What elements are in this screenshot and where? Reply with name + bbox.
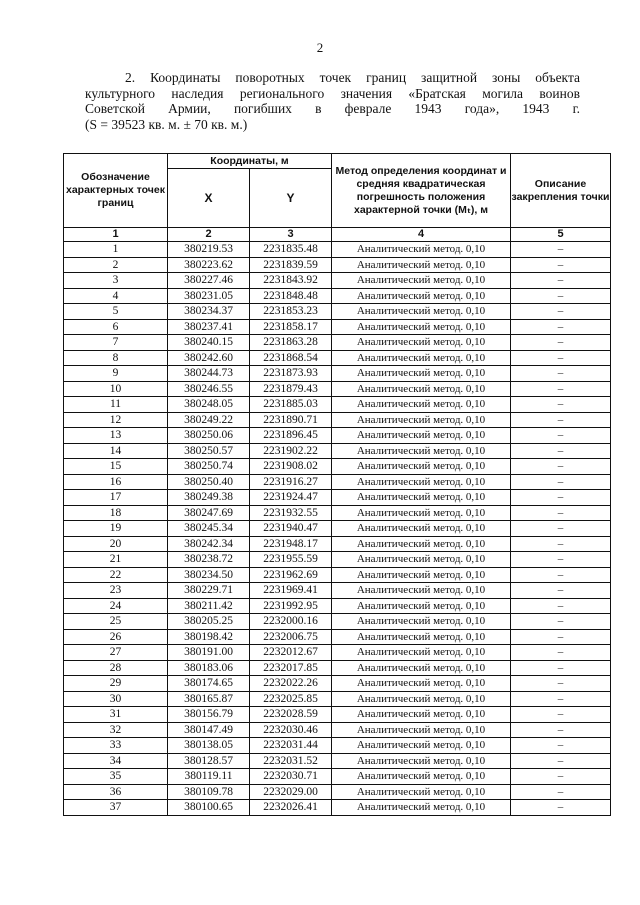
- method-cell: Аналитический метод. 0,10: [332, 443, 511, 459]
- description-cell: –: [511, 319, 611, 335]
- y-coordinate-cell: 2231932.55: [250, 505, 332, 521]
- header-designation: Обозначение характерных точек границ: [64, 154, 168, 228]
- point-number-cell: 30: [64, 691, 168, 707]
- y-coordinate-cell: 2231924.47: [250, 490, 332, 506]
- heading-line: 2. Координаты поворотных точек границ защитной зоны объекта: [125, 70, 580, 85]
- description-cell: –: [511, 428, 611, 444]
- y-coordinate-cell: 2231843.92: [250, 273, 332, 289]
- description-cell: –: [511, 505, 611, 521]
- description-cell: –: [511, 614, 611, 630]
- x-coordinate-cell: 380238.72: [168, 552, 250, 568]
- column-number: 1: [64, 228, 168, 242]
- point-number-cell: 3: [64, 273, 168, 289]
- point-number-cell: 5: [64, 304, 168, 320]
- x-coordinate-cell: 380128.57: [168, 753, 250, 769]
- column-number: 5: [511, 228, 611, 242]
- y-coordinate-cell: 2232026.41: [250, 800, 332, 816]
- description-cell: –: [511, 474, 611, 490]
- header-coordinates: Координаты, м: [168, 154, 332, 169]
- table-row: [64, 443, 611, 459]
- column-number: 3: [250, 228, 332, 242]
- y-coordinate-cell: 2232000.16: [250, 614, 332, 630]
- table-row: [64, 257, 611, 273]
- table-row: [64, 366, 611, 382]
- table-row: [64, 583, 611, 599]
- table-row: [64, 536, 611, 552]
- description-cell: –: [511, 784, 611, 800]
- description-cell: –: [511, 335, 611, 351]
- description-cell: –: [511, 304, 611, 320]
- method-cell: Аналитический метод. 0,10: [332, 583, 511, 599]
- x-coordinate-cell: 380205.25: [168, 614, 250, 630]
- method-cell: Аналитический метод. 0,10: [332, 428, 511, 444]
- x-coordinate-cell: 380242.34: [168, 536, 250, 552]
- point-number-cell: 16: [64, 474, 168, 490]
- x-coordinate-cell: 380245.34: [168, 521, 250, 537]
- x-coordinate-cell: 380249.38: [168, 490, 250, 506]
- y-coordinate-cell: 2232017.85: [250, 660, 332, 676]
- table-row: [64, 629, 611, 645]
- x-coordinate-cell: 380249.22: [168, 412, 250, 428]
- method-cell: Аналитический метод. 0,10: [332, 536, 511, 552]
- method-cell: Аналитический метод. 0,10: [332, 722, 511, 738]
- x-coordinate-cell: 380138.05: [168, 738, 250, 754]
- description-cell: –: [511, 722, 611, 738]
- x-coordinate-cell: 380250.40: [168, 474, 250, 490]
- point-number-cell: 8: [64, 350, 168, 366]
- y-coordinate-cell: 2231902.22: [250, 443, 332, 459]
- method-cell: Аналитический метод. 0,10: [332, 784, 511, 800]
- header-description: Описание закрепления точки: [511, 154, 611, 228]
- table-row: [64, 753, 611, 769]
- x-coordinate-cell: 380250.06: [168, 428, 250, 444]
- method-cell: Аналитический метод. 0,10: [332, 505, 511, 521]
- method-cell: Аналитический метод. 0,10: [332, 335, 511, 351]
- method-cell: Аналитический метод. 0,10: [332, 629, 511, 645]
- x-coordinate-cell: 380229.71: [168, 583, 250, 599]
- y-coordinate-cell: 2231896.45: [250, 428, 332, 444]
- table-row: [64, 474, 611, 490]
- description-cell: –: [511, 769, 611, 785]
- heading-line: культурного наследия регионального значения «Братская могила воинов: [85, 85, 580, 101]
- point-number-cell: 31: [64, 707, 168, 723]
- header-x: X: [168, 169, 250, 228]
- method-cell: Аналитический метод. 0,10: [332, 490, 511, 506]
- point-number-cell: 34: [64, 753, 168, 769]
- table-row: [64, 397, 611, 413]
- y-coordinate-cell: 2232025.85: [250, 691, 332, 707]
- description-cell: –: [511, 536, 611, 552]
- table-row: [64, 722, 611, 738]
- table-row: [64, 273, 611, 289]
- method-cell: Аналитический метод. 0,10: [332, 350, 511, 366]
- x-coordinate-cell: 380231.05: [168, 288, 250, 304]
- point-number-cell: 23: [64, 583, 168, 599]
- point-number-cell: 36: [64, 784, 168, 800]
- description-cell: –: [511, 753, 611, 769]
- description-cell: –: [511, 567, 611, 583]
- y-coordinate-cell: 2231835.48: [250, 242, 332, 258]
- method-cell: Аналитический метод. 0,10: [332, 474, 511, 490]
- description-cell: –: [511, 459, 611, 475]
- point-number-cell: 9: [64, 366, 168, 382]
- y-coordinate-cell: 2231916.27: [250, 474, 332, 490]
- method-cell: Аналитический метод. 0,10: [332, 521, 511, 537]
- description-cell: –: [511, 412, 611, 428]
- y-coordinate-cell: 2231890.71: [250, 412, 332, 428]
- description-cell: –: [511, 660, 611, 676]
- table-row: [64, 598, 611, 614]
- x-coordinate-cell: 380248.05: [168, 397, 250, 413]
- y-coordinate-cell: 2232022.26: [250, 676, 332, 692]
- method-cell: Аналитический метод. 0,10: [332, 598, 511, 614]
- point-number-cell: 22: [64, 567, 168, 583]
- y-coordinate-cell: 2232029.00: [250, 784, 332, 800]
- y-coordinate-cell: 2232006.75: [250, 629, 332, 645]
- description-cell: –: [511, 242, 611, 258]
- x-coordinate-cell: 380234.37: [168, 304, 250, 320]
- method-cell: Аналитический метод. 0,10: [332, 660, 511, 676]
- point-number-cell: 27: [64, 645, 168, 661]
- y-coordinate-cell: 2232031.44: [250, 738, 332, 754]
- table-row: [64, 505, 611, 521]
- x-coordinate-cell: 380250.57: [168, 443, 250, 459]
- method-cell: Аналитический метод. 0,10: [332, 753, 511, 769]
- method-cell: Аналитический метод. 0,10: [332, 242, 511, 258]
- description-cell: –: [511, 397, 611, 413]
- x-coordinate-cell: 380211.42: [168, 598, 250, 614]
- table-row: [64, 459, 611, 475]
- table-row: [64, 521, 611, 537]
- method-cell: Аналитический метод. 0,10: [332, 366, 511, 382]
- method-cell: Аналитический метод. 0,10: [332, 288, 511, 304]
- x-coordinate-cell: 380156.79: [168, 707, 250, 723]
- method-cell: Аналитический метод. 0,10: [332, 412, 511, 428]
- table-row: [64, 381, 611, 397]
- description-cell: –: [511, 707, 611, 723]
- point-number-cell: 6: [64, 319, 168, 335]
- point-number-cell: 12: [64, 412, 168, 428]
- x-coordinate-cell: 380237.41: [168, 319, 250, 335]
- table-row: [64, 645, 611, 661]
- y-coordinate-cell: 2231885.03: [250, 397, 332, 413]
- x-coordinate-cell: 380109.78: [168, 784, 250, 800]
- x-coordinate-cell: 380174.65: [168, 676, 250, 692]
- method-cell: Аналитический метод. 0,10: [332, 567, 511, 583]
- y-coordinate-cell: 2232030.46: [250, 722, 332, 738]
- table-row: [64, 676, 611, 692]
- x-coordinate-cell: 380147.49: [168, 722, 250, 738]
- table-row: [64, 567, 611, 583]
- y-coordinate-cell: 2231940.47: [250, 521, 332, 537]
- point-number-cell: 26: [64, 629, 168, 645]
- description-cell: –: [511, 800, 611, 816]
- y-coordinate-cell: 2231955.59: [250, 552, 332, 568]
- description-cell: –: [511, 598, 611, 614]
- table-row: [64, 800, 611, 816]
- point-number-cell: 17: [64, 490, 168, 506]
- method-cell: Аналитический метод. 0,10: [332, 707, 511, 723]
- y-coordinate-cell: 2231863.28: [250, 335, 332, 351]
- y-coordinate-cell: 2232031.52: [250, 753, 332, 769]
- method-cell: Аналитический метод. 0,10: [332, 397, 511, 413]
- y-coordinate-cell: 2231873.93: [250, 366, 332, 382]
- point-number-cell: 11: [64, 397, 168, 413]
- point-number-cell: 7: [64, 335, 168, 351]
- description-cell: –: [511, 257, 611, 273]
- heading-line: (S = 39523 кв. м. ± 70 кв. м.): [85, 116, 248, 132]
- coordinates-table: [63, 153, 611, 816]
- point-number-cell: 28: [64, 660, 168, 676]
- x-coordinate-cell: 380100.65: [168, 800, 250, 816]
- header-y: Y: [250, 169, 332, 228]
- method-cell: Аналитический метод. 0,10: [332, 769, 511, 785]
- y-coordinate-cell: 2231969.41: [250, 583, 332, 599]
- method-cell: Аналитический метод. 0,10: [332, 319, 511, 335]
- table-row: [64, 242, 611, 258]
- method-cell: Аналитический метод. 0,10: [332, 552, 511, 568]
- description-cell: –: [511, 676, 611, 692]
- x-coordinate-cell: 380240.15: [168, 335, 250, 351]
- y-coordinate-cell: 2232030.71: [250, 769, 332, 785]
- table-row: [64, 319, 611, 335]
- method-cell: Аналитический метод. 0,10: [332, 800, 511, 816]
- table-row: [64, 412, 611, 428]
- y-coordinate-cell: 2231992.95: [250, 598, 332, 614]
- x-coordinate-cell: 380191.00: [168, 645, 250, 661]
- point-number-cell: 25: [64, 614, 168, 630]
- method-cell: Аналитический метод. 0,10: [332, 645, 511, 661]
- method-cell: Аналитический метод. 0,10: [332, 257, 511, 273]
- table-row: [64, 738, 611, 754]
- point-number-cell: 35: [64, 769, 168, 785]
- method-cell: Аналитический метод. 0,10: [332, 304, 511, 320]
- description-cell: –: [511, 288, 611, 304]
- description-cell: –: [511, 443, 611, 459]
- point-number-cell: 33: [64, 738, 168, 754]
- table-row: [64, 288, 611, 304]
- point-number-cell: 4: [64, 288, 168, 304]
- table-row: [64, 614, 611, 630]
- y-coordinate-cell: 2231948.17: [250, 536, 332, 552]
- description-cell: –: [511, 273, 611, 289]
- table-row: [64, 691, 611, 707]
- section-heading: [85, 70, 580, 132]
- x-coordinate-cell: 380246.55: [168, 381, 250, 397]
- x-coordinate-cell: 380165.87: [168, 691, 250, 707]
- table-row: [64, 428, 611, 444]
- table-row: [64, 350, 611, 366]
- y-coordinate-cell: 2231908.02: [250, 459, 332, 475]
- x-coordinate-cell: 380219.53: [168, 242, 250, 258]
- method-cell: Аналитический метод. 0,10: [332, 459, 511, 475]
- description-cell: –: [511, 738, 611, 754]
- method-cell: Аналитический метод. 0,10: [332, 614, 511, 630]
- y-coordinate-cell: 2231962.69: [250, 567, 332, 583]
- point-number-cell: 10: [64, 381, 168, 397]
- x-coordinate-cell: 380119.11: [168, 769, 250, 785]
- description-cell: –: [511, 691, 611, 707]
- table-row: [64, 335, 611, 351]
- y-coordinate-cell: 2231848.48: [250, 288, 332, 304]
- y-coordinate-cell: 2231853.23: [250, 304, 332, 320]
- description-cell: –: [511, 552, 611, 568]
- header-method: Метод определения координат и средняя квадратическая погрешность положения характерной точки (Mₜ), м: [332, 154, 511, 228]
- point-number-cell: 19: [64, 521, 168, 537]
- point-number-cell: 2: [64, 257, 168, 273]
- table-row: [64, 660, 611, 676]
- description-cell: –: [511, 350, 611, 366]
- point-number-cell: 13: [64, 428, 168, 444]
- x-coordinate-cell: 380227.46: [168, 273, 250, 289]
- x-coordinate-cell: 380183.06: [168, 660, 250, 676]
- point-number-cell: 20: [64, 536, 168, 552]
- point-number-cell: 18: [64, 505, 168, 521]
- x-coordinate-cell: 380250.74: [168, 459, 250, 475]
- x-coordinate-cell: 380223.62: [168, 257, 250, 273]
- x-coordinate-cell: 380244.73: [168, 366, 250, 382]
- x-coordinate-cell: 380198.42: [168, 629, 250, 645]
- method-cell: Аналитический метод. 0,10: [332, 273, 511, 289]
- table-row: [64, 490, 611, 506]
- point-number-cell: 37: [64, 800, 168, 816]
- y-coordinate-cell: 2232028.59: [250, 707, 332, 723]
- description-cell: –: [511, 629, 611, 645]
- x-coordinate-cell: 380242.60: [168, 350, 250, 366]
- description-cell: –: [511, 366, 611, 382]
- point-number-cell: 1: [64, 242, 168, 258]
- y-coordinate-cell: 2231868.54: [250, 350, 332, 366]
- point-number-cell: 21: [64, 552, 168, 568]
- table-row: [64, 304, 611, 320]
- point-number-cell: 29: [64, 676, 168, 692]
- y-coordinate-cell: 2231839.59: [250, 257, 332, 273]
- point-number-cell: 15: [64, 459, 168, 475]
- heading-line: Советской Армии, погибших в феврале 1943 года», 1943 г.: [85, 101, 580, 116]
- method-cell: Аналитический метод. 0,10: [332, 381, 511, 397]
- description-cell: –: [511, 521, 611, 537]
- table-row: [64, 707, 611, 723]
- y-coordinate-cell: 2231879.43: [250, 381, 332, 397]
- point-number-cell: 24: [64, 598, 168, 614]
- description-cell: –: [511, 381, 611, 397]
- page-number: 2: [316, 40, 324, 55]
- y-coordinate-cell: 2232012.67: [250, 645, 332, 661]
- method-cell: Аналитический метод. 0,10: [332, 738, 511, 754]
- table-body: [64, 242, 611, 816]
- method-cell: Аналитический метод. 0,10: [332, 691, 511, 707]
- description-cell: –: [511, 645, 611, 661]
- point-number-cell: 32: [64, 722, 168, 738]
- method-cell: Аналитический метод. 0,10: [332, 676, 511, 692]
- table-row: [64, 552, 611, 568]
- table-row: [64, 769, 611, 785]
- column-number: 2: [168, 228, 250, 242]
- y-coordinate-cell: 2231858.17: [250, 319, 332, 335]
- point-number-cell: 14: [64, 443, 168, 459]
- table-row: [64, 784, 611, 800]
- description-cell: –: [511, 490, 611, 506]
- x-coordinate-cell: 380234.50: [168, 567, 250, 583]
- description-cell: –: [511, 583, 611, 599]
- column-number: 4: [332, 228, 511, 242]
- x-coordinate-cell: 380247.69: [168, 505, 250, 521]
